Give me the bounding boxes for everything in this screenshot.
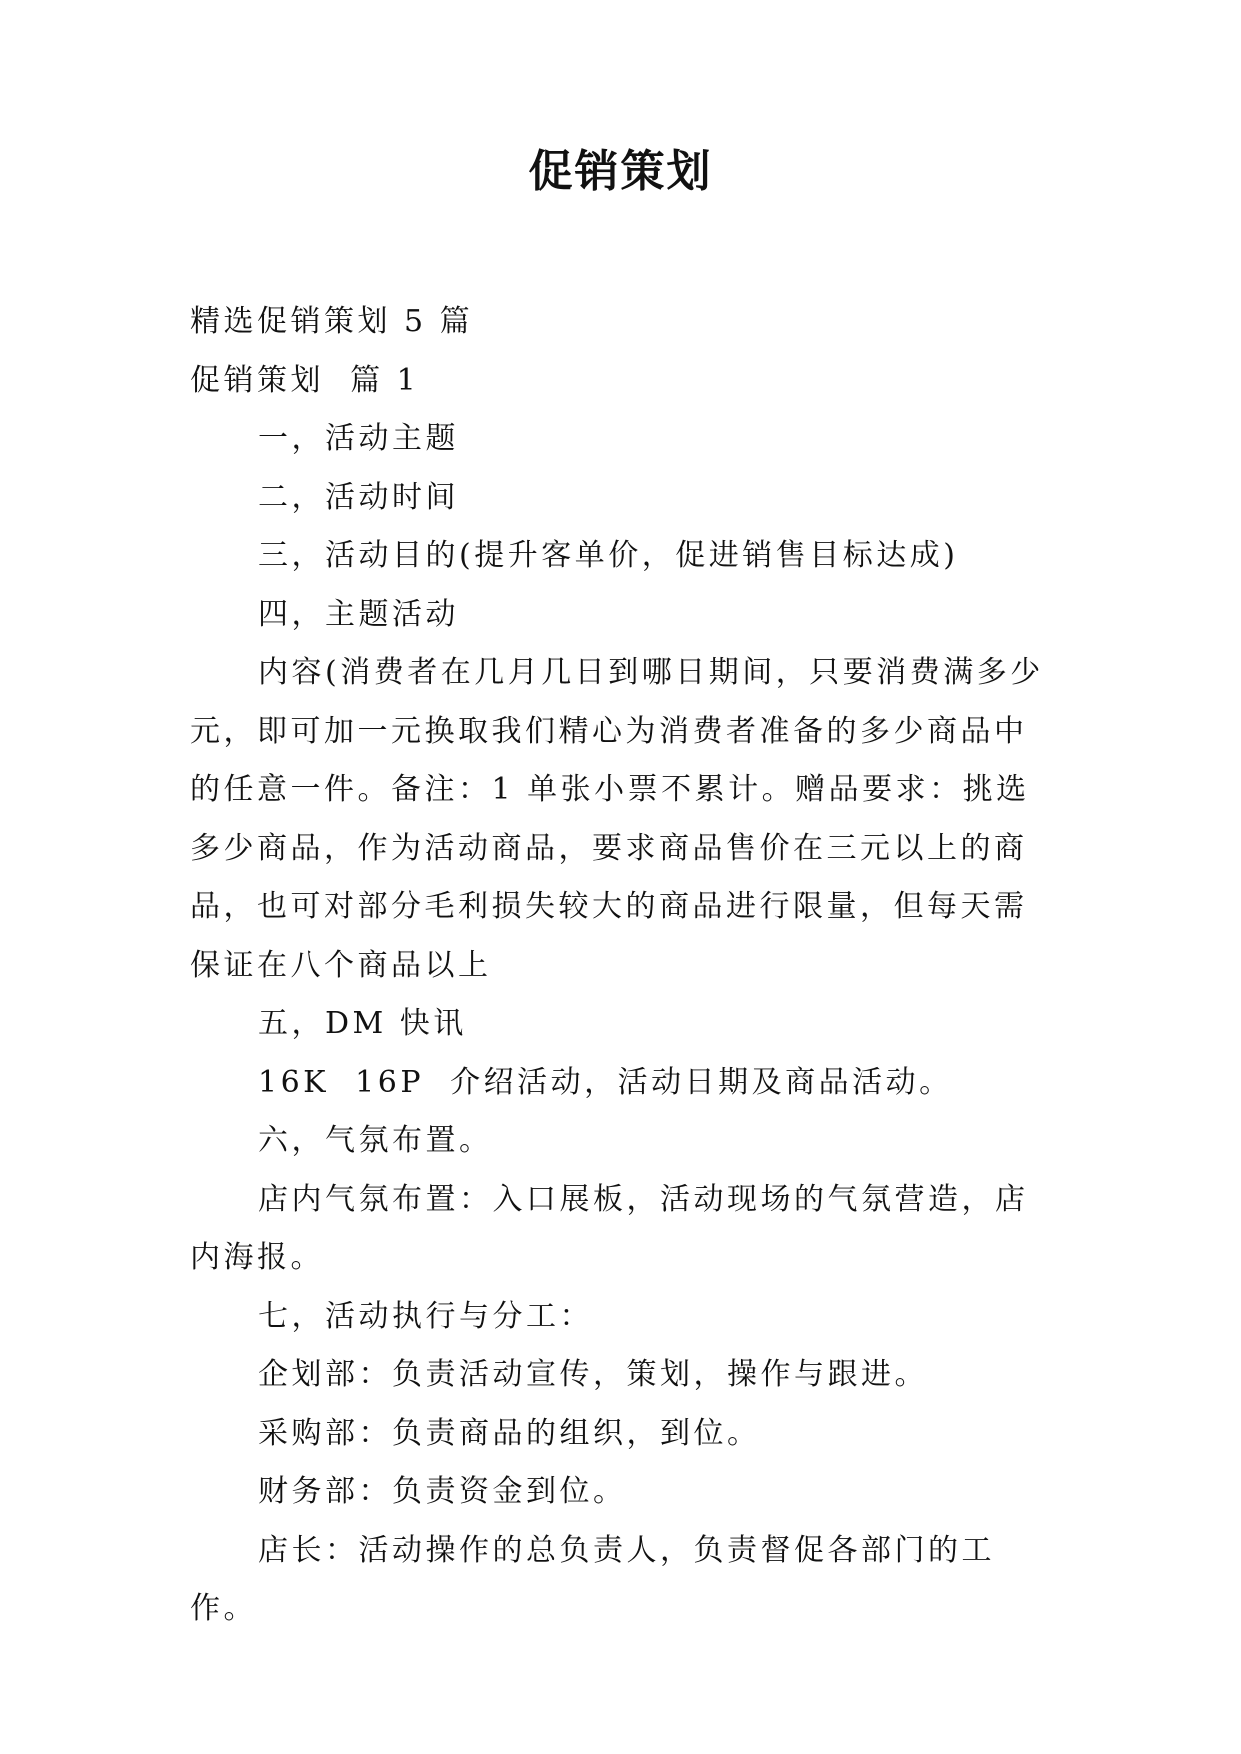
paragraph: 三，活动目的(提升客单价，促进销售目标达成) — [258, 538, 959, 573]
paragraph: 店长：活动操作的总负责人，负责督促各部门的工作。 — [190, 1532, 995, 1626]
paragraph: 五，DM 快讯 — [258, 1006, 467, 1041]
paragraph: 16K 16P 介绍活动，活动日期及商品活动。 — [258, 1064, 953, 1100]
paragraph: 精选促销策划 5 篇 — [190, 304, 474, 339]
paragraph: 一，活动主题 — [258, 421, 459, 456]
paragraph: 二，活动时间 — [258, 479, 459, 515]
paragraph: 采购部：负责商品的组织，到位。 — [258, 1415, 761, 1451]
paragraph: 七，活动执行与分工： — [258, 1298, 593, 1334]
document-body — [190, 293, 1050, 1639]
paragraph: 企划部：负责活动宣传，策划，操作与跟进。 — [258, 1357, 928, 1392]
paragraph: 四，主题活动 — [258, 596, 459, 632]
paragraph: 店内气氛布置：入口展板，活动现场的气氛营造，店内海报。 — [190, 1181, 1029, 1275]
paragraph: 财务部：负责资金到位。 — [258, 1474, 627, 1509]
paragraph: 六，气氛布置。 — [258, 1123, 493, 1158]
page-title: 促销策划 — [528, 146, 713, 197]
paragraph: 促销策划 篇 1 — [190, 362, 420, 398]
paragraph: 内容(消费者在几月几日到哪日期间，只要消费满多少元，即可加一元换取我们精心为消费者准备的多少商品中的任意一件。备注：1 单张小票不累计。赠品要求：挑选多少商品，作为活动商品，要求商品售价在三元以上的商品，也可对部分毛利损失较大的商品进行限量，但每天需保证在八个商品以上 — [190, 655, 1044, 983]
